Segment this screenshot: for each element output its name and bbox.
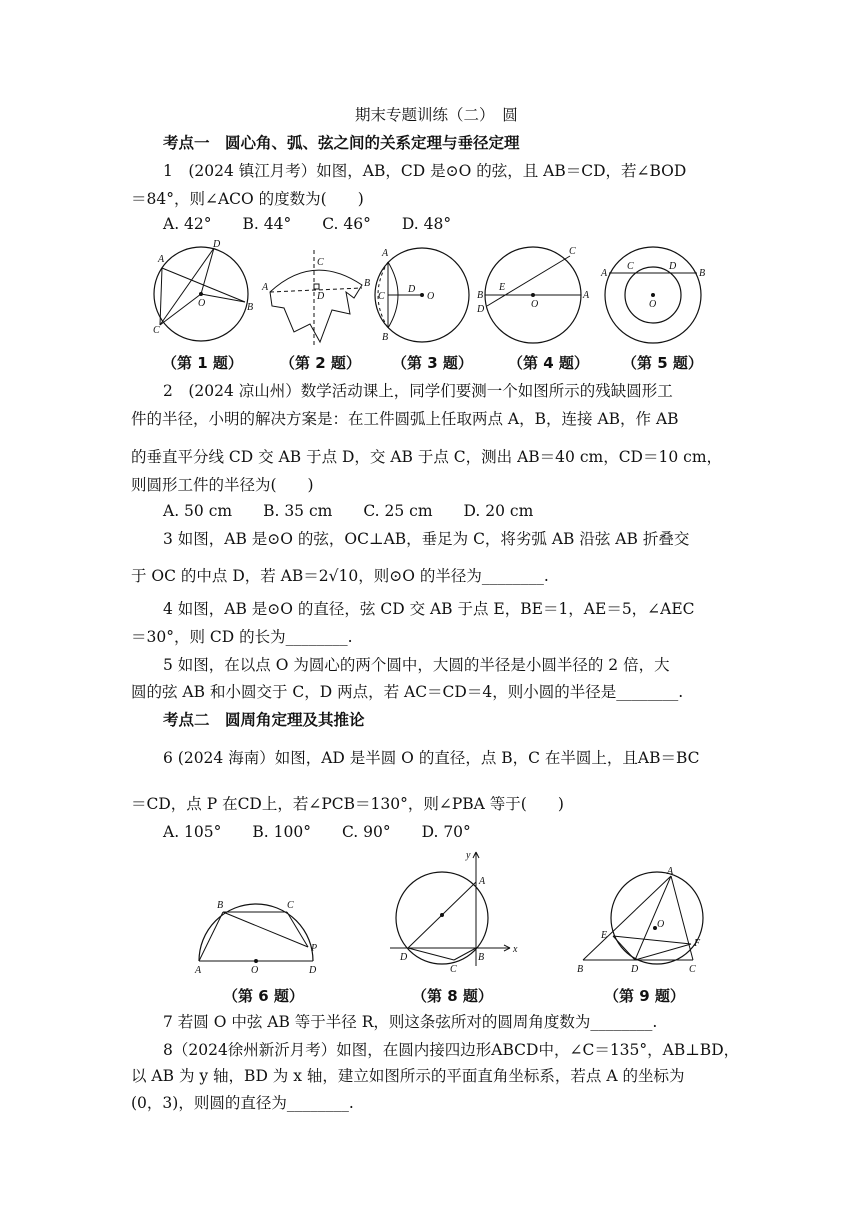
svg-text:A: A <box>667 866 674 877</box>
svg-text:O: O <box>198 298 206 309</box>
svg-text:C: C <box>317 257 324 268</box>
svg-text:D: D <box>408 284 416 295</box>
svg-text:E: E <box>499 282 506 293</box>
svg-text:A: A <box>195 965 202 976</box>
svg-text:O: O <box>251 965 259 976</box>
svg-text:A: A <box>601 268 608 279</box>
question-2-options: A. 50 cm B. 35 cm C. 25 cm D. 20 cm <box>163 502 534 520</box>
section-heading-2: 考点二 圆周角定理及其推论 <box>163 711 365 729</box>
question-5-line-2: 圆的弦 AB 和小圆交于 C，D 两点，若 AC＝CD＝4，则小圆的半径是________. <box>131 683 684 701</box>
question-4-line-2: ＝30°，则 CD 的长为________. <box>131 628 353 646</box>
svg-text:D: D <box>213 239 221 250</box>
svg-text:C: C <box>569 246 576 257</box>
page-title: 期末专题训练（二） 圆 <box>355 106 518 124</box>
svg-text:A: A <box>583 290 590 301</box>
question-8-line-1: 8（2024徐州新沂月考）如图，在圆内接四边形ABCD中，∠C＝135°，AB⊥BD， <box>163 1041 740 1059</box>
figure-5 <box>595 240 715 350</box>
figure-2 <box>258 240 378 350</box>
svg-text:O: O <box>649 299 657 310</box>
svg-text:B: B <box>382 332 389 343</box>
figure-1 <box>148 240 258 350</box>
question-4-line-1: 4 如图，AB 是⊙O 的直径，弦 CD 交 AB 于点 E，BE＝1，AE＝5，∠AEC <box>163 600 695 618</box>
svg-text:A: A <box>262 282 269 293</box>
svg-text:C: C <box>153 325 160 336</box>
svg-text:C: C <box>689 964 696 975</box>
question-1-options: A. 42° B. 44° C. 46° D. 48° <box>163 215 452 233</box>
caption-fig-9: （第 9 题） <box>604 987 685 1005</box>
question-2-line-2: 件的半径，小明的解决方案是：在工件圆弧上任取两点 A，B，连接 AB，作 AB <box>131 410 679 428</box>
figure-6 <box>195 895 335 975</box>
svg-text:C: C <box>287 900 294 911</box>
svg-text:P: P <box>311 943 318 954</box>
question-6-options: A. 105° B. 100° C. 90° D. 70° <box>163 823 471 841</box>
svg-text:B: B <box>477 290 484 301</box>
svg-text:F: F <box>694 938 701 949</box>
svg-text:C: C <box>627 261 634 272</box>
question-7-line-1: 7 若圆 O 中弦 AB 等于半径 R，则这条弦所对的圆周角度数为________. <box>163 1013 658 1031</box>
svg-text:C: C <box>450 964 457 975</box>
section-heading-1: 考点一 圆心角、弧、弦之间的关系定理与垂径定理 <box>163 134 520 152</box>
svg-text:B: B <box>247 302 254 313</box>
question-3-line-2: 于 OC 的中点 D，若 AB＝2√10，则⊙O 的半径为________. <box>131 567 549 585</box>
caption-fig-4: （第 4 题） <box>508 354 589 372</box>
svg-text:E: E <box>601 930 608 941</box>
caption-fig-2: （第 2 题） <box>280 354 361 372</box>
svg-text:O: O <box>657 919 665 930</box>
caption-fig-8: （第 8 题） <box>412 987 493 1005</box>
svg-text:D: D <box>631 964 639 975</box>
question-5-line-1: 5 如图，在以点 O 为圆心的两个圆中，大圆的半径是小圆半径的 2 倍，大 <box>163 656 670 674</box>
figure-3 <box>370 240 480 350</box>
figure-9 <box>577 866 707 976</box>
svg-text:D: D <box>669 261 677 272</box>
question-1-line-1: 1 (2024 镇江月考）如图，AB，CD 是⊙O 的弦，且 AB＝CD，若∠BOD <box>163 162 687 180</box>
svg-text:y: y <box>466 850 471 861</box>
svg-text:D: D <box>317 291 325 302</box>
question-6-line-1: 6 (2024 海南）如图，AD 是半圆 O 的直径，点 B，C 在半圆上，且AB＝BC <box>163 749 700 767</box>
question-2-line-4: 则圆形工件的半径为( ) <box>131 476 314 494</box>
svg-text:A: A <box>158 254 165 265</box>
question-8-line-2: 以 AB 为 y 轴，BD 为 x 轴，建立如图所示的平面直角坐标系，若点 A 的坐标为 <box>131 1067 685 1085</box>
svg-text:B: B <box>364 278 371 289</box>
svg-text:A: A <box>382 248 389 259</box>
question-3-line-1: 3 如图，AB 是⊙O 的弦，OC⊥AB，垂足为 C，将劣弧 AB 沿弦 AB 折叠交 <box>163 530 690 548</box>
figure-8 <box>390 848 520 978</box>
question-6-line-2: ＝CD，点 P 在CD上，若∠PCB＝130°，则∠PBA 等于( ) <box>131 795 564 813</box>
caption-fig-6: （第 6 题） <box>223 987 304 1005</box>
question-8-line-3: (0，3)，则圆的直径为________. <box>131 1094 354 1112</box>
svg-text:B: B <box>478 952 485 963</box>
svg-text:A: A <box>479 876 486 887</box>
svg-text:O: O <box>427 291 435 302</box>
svg-text:O: O <box>531 299 539 310</box>
svg-text:B: B <box>217 900 224 911</box>
question-1-line-2: ＝84°，则∠ACO 的度数为( ) <box>131 190 364 208</box>
caption-fig-3: （第 3 题） <box>392 354 473 372</box>
question-2-line-1: 2 (2024 凉山州）数学活动课上，同学们要测一个如图所示的残缺圆形工 <box>163 382 673 400</box>
caption-fig-5: （第 5 题） <box>622 354 703 372</box>
figure-4 <box>475 240 595 350</box>
svg-text:B: B <box>577 964 584 975</box>
svg-text:C: C <box>378 291 385 302</box>
svg-text:D: D <box>309 965 317 976</box>
svg-text:D: D <box>477 304 485 315</box>
svg-text:B: B <box>699 268 706 279</box>
caption-fig-1: （第 1 题） <box>162 354 243 372</box>
svg-text:D: D <box>400 952 408 963</box>
question-2-line-3: 的垂直平分线 CD 交 AB 于点 D，交 AB 于点 C，测出 AB＝40 cm，CD＝10 cm， <box>131 448 723 466</box>
svg-text:x: x <box>513 944 518 955</box>
